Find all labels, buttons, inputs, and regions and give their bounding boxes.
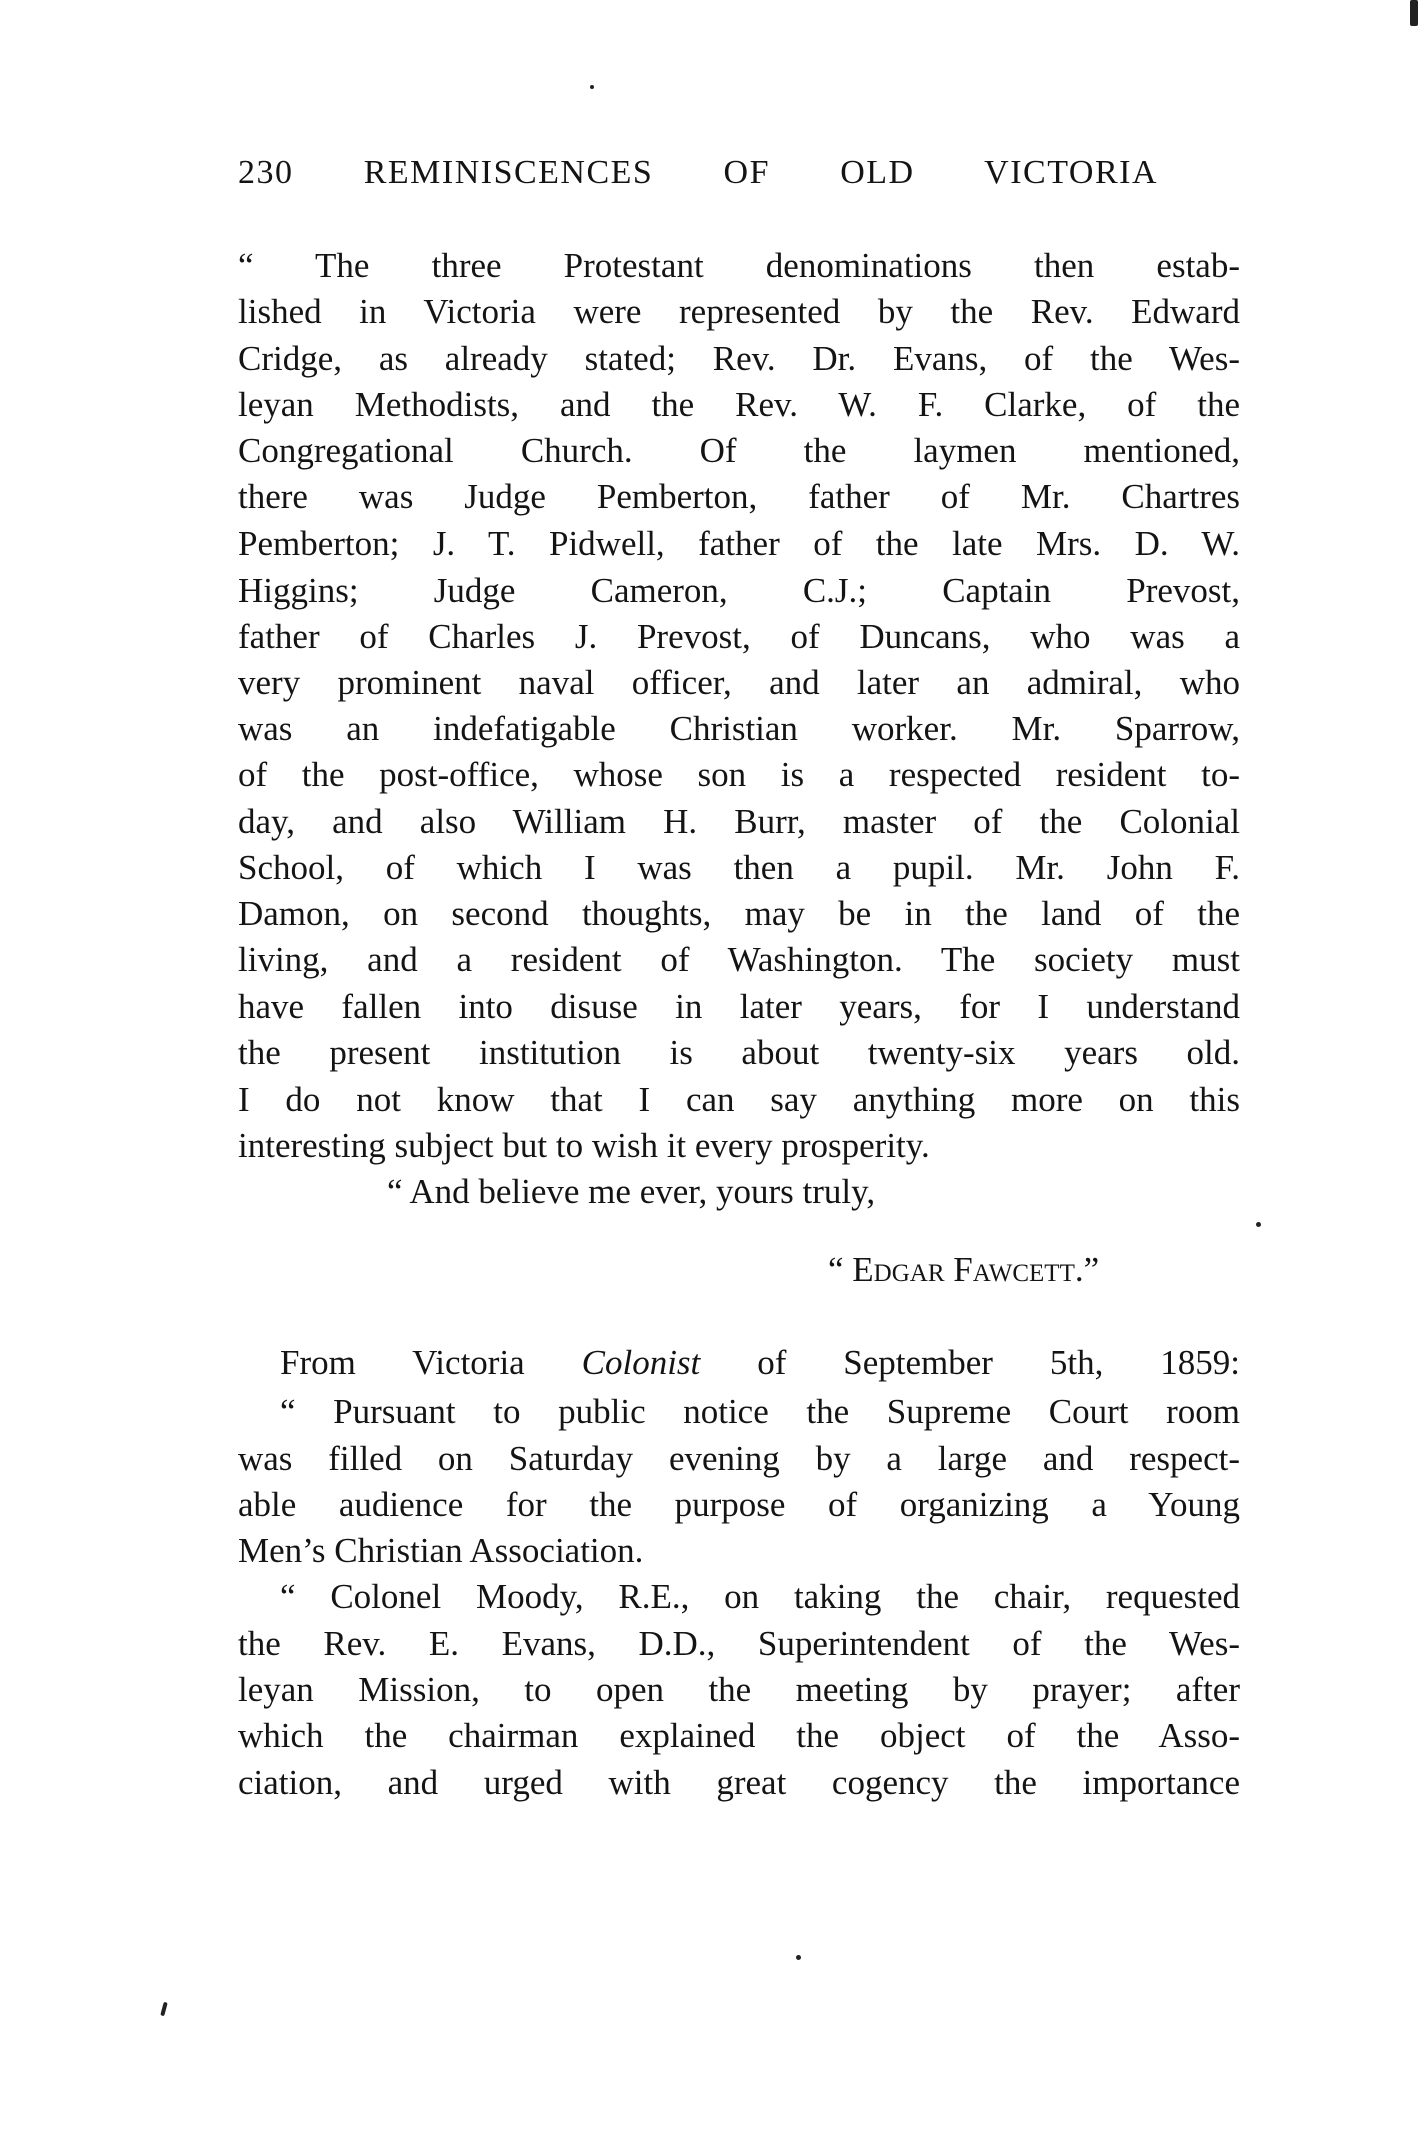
paragraph-line: was filled on Saturday evening by a large and respect-: [238, 1439, 1240, 1478]
paragraph-line: Men’s Christian Association.: [238, 1531, 644, 1570]
paragraph-line: able audience for the purpose of organizing a Young: [238, 1485, 1240, 1524]
citation-text: of September 5th, 1859:: [700, 1343, 1240, 1382]
scan-speck: [1256, 1222, 1261, 1227]
scan-speck: [796, 1955, 801, 1960]
scan-speck: [590, 85, 594, 89]
paragraph-line: interesting subject but to wish it every prosperity.: [238, 1126, 930, 1165]
paragraph-line: “ Pursuant to public notice the Supreme Court room: [280, 1392, 1240, 1431]
paragraph-line: have fallen into disuse in later years, for I understand: [238, 987, 1240, 1026]
paragraph-line: day, and also William H. Burr, master of the Colonial: [238, 802, 1240, 841]
paragraph-line: the Rev. E. Evans, D.D., Superintendent of the Wes-: [238, 1624, 1240, 1663]
paragraph-line: Congregational Church. Of the laymen mentioned,: [238, 431, 1240, 470]
paragraph-line: living, and a resident of Washington. The society must: [238, 940, 1240, 979]
running-title: REMINISCENCES OF OLD VICTORIA: [363, 154, 1158, 191]
running-header: [238, 150, 1158, 196]
paragraph-line: leyan Mission, to open the meeting by prayer; after: [238, 1670, 1240, 1709]
citation-text: From Victoria: [280, 1343, 582, 1382]
newspaper-name: Colonist: [581, 1343, 701, 1382]
paragraph-line: very prominent naval officer, and later an admiral, who: [238, 663, 1240, 702]
scan-speck: [160, 2002, 167, 2017]
paragraph-line: was an indefatigable Christian worker. Mr. Sparrow,: [238, 709, 1240, 748]
paragraph-line: which the chairman explained the object of the Asso-: [238, 1716, 1240, 1755]
paragraph-line: “ Colonel Moody, R.E., on taking the chair, requested: [280, 1577, 1240, 1616]
paragraph-line: Cridge, as already stated; Rev. Dr. Evans, of the Wes-: [238, 339, 1240, 378]
paragraph-line: leyan Methodists, and the Rev. W. F. Clarke, of the: [238, 385, 1240, 424]
paragraph-line: there was Judge Pemberton, father of Mr. Chartres: [238, 477, 1240, 516]
paragraph-line: ciation, and urged with great cogency the importance: [238, 1763, 1240, 1802]
page-number: 230: [238, 154, 294, 191]
paragraph-line: lished in Victoria were represented by the Rev. Edward: [238, 292, 1240, 331]
paragraph-line: the present institution is about twenty-six years old.: [238, 1033, 1240, 1072]
paragraph-line: Higgins; Judge Cameron, C.J.; Captain Prevost,: [238, 571, 1240, 610]
paragraph-line: of the post-office, whose son is a respected resident to-: [238, 755, 1240, 794]
paragraph-line: Damon, on second thoughts, may be in the land of the: [238, 894, 1240, 933]
letter-signature: “ Edgar Fawcett.”: [828, 1250, 1100, 1289]
letter-closing: “ And believe me ever, yours truly,: [387, 1172, 876, 1211]
paragraph-line: School, of which I was then a pupil. Mr. John F.: [238, 848, 1240, 887]
paragraph-line: Pemberton; J. T. Pidwell, father of the late Mrs. D. W.: [238, 524, 1240, 563]
paragraph-line: father of Charles J. Prevost, of Duncans, who was a: [238, 617, 1240, 656]
paragraph-line: I do not know that I can say anything more on this: [238, 1080, 1240, 1119]
scan-mark: [1410, 0, 1418, 26]
paragraph-line: “ The three Protestant denominations then estab-: [238, 246, 1240, 285]
source-citation: [280, 1340, 1240, 1386]
